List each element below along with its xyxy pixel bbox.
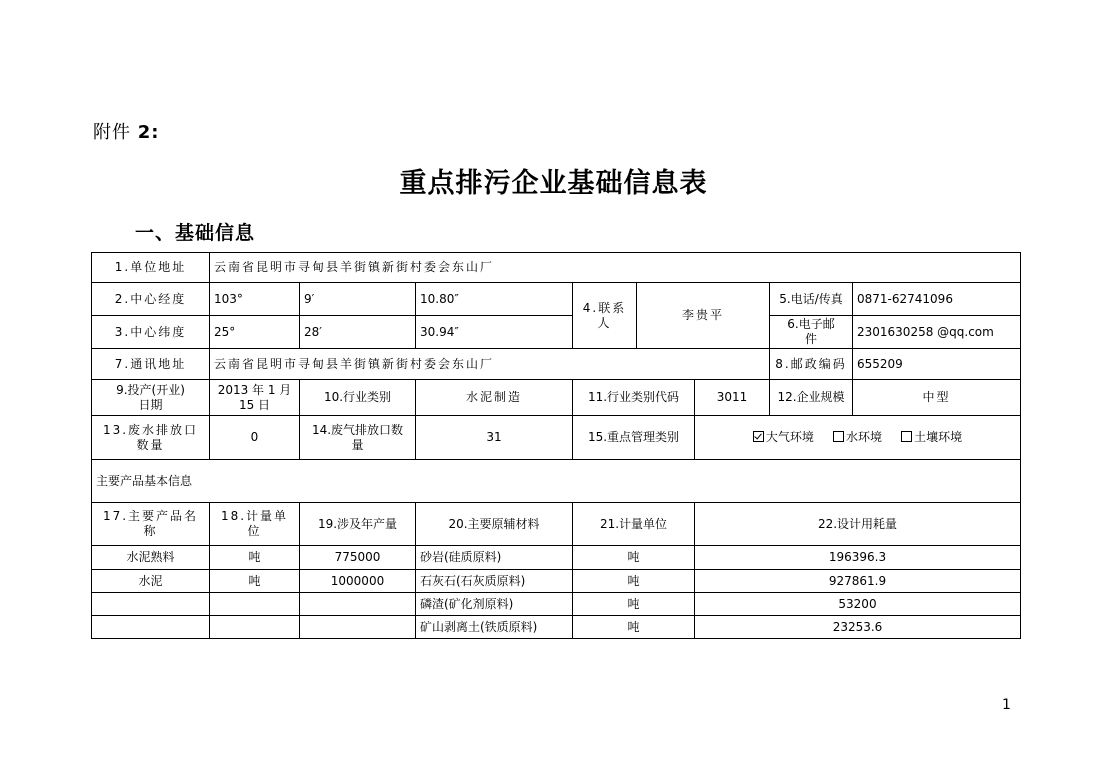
basic-info-table bbox=[91, 252, 1021, 639]
email-label bbox=[770, 316, 853, 349]
attachment-number: 2: bbox=[137, 122, 160, 143]
attachment-text: 附件 bbox=[93, 122, 131, 143]
product-unit bbox=[210, 593, 300, 616]
header-material-unit: 21.计量单位 bbox=[573, 503, 695, 546]
checked-box-icon[interactable] bbox=[753, 431, 764, 442]
start-date-label-line2: 日期 bbox=[138, 397, 163, 412]
table-row bbox=[92, 593, 1021, 616]
email-label-line1: 6.电子邮 bbox=[787, 317, 835, 331]
product-unit: 吨 bbox=[210, 546, 300, 570]
mgmt-options bbox=[695, 416, 1021, 460]
postcode-label: 8.邮政编码 bbox=[770, 349, 853, 380]
mail-address-value: 云南省昆明市寻甸县羊街镇新街村委会东山厂 bbox=[210, 349, 770, 380]
wastewater-label bbox=[92, 416, 210, 460]
row-industry bbox=[92, 380, 1021, 416]
page-number: 1 bbox=[1002, 697, 1011, 713]
row-products-section bbox=[92, 460, 1021, 503]
material-unit: 吨 bbox=[573, 570, 695, 593]
unchecked-box-icon[interactable] bbox=[833, 431, 844, 442]
water-option[interactable] bbox=[833, 430, 882, 445]
industry-code-value: 3011 bbox=[695, 380, 770, 416]
longitude-degrees: 103° bbox=[210, 283, 300, 316]
postcode-value: 655209 bbox=[853, 349, 1021, 380]
exhaust-label-line2: 量 bbox=[351, 437, 364, 452]
mgmt-label: 15.重点管理类别 bbox=[573, 416, 695, 460]
product-unit: 吨 bbox=[210, 570, 300, 593]
product-unit bbox=[210, 616, 300, 639]
row-longitude bbox=[92, 283, 1021, 316]
email-label-line2: 件 bbox=[804, 332, 817, 346]
table-row bbox=[92, 546, 1021, 570]
product-output bbox=[300, 593, 416, 616]
header-consumption: 22.设计用耗量 bbox=[695, 503, 1021, 546]
product-output: 1000000 bbox=[300, 570, 416, 593]
industry-label: 10.行业类别 bbox=[300, 380, 416, 416]
scale-label: 12.企业规模 bbox=[770, 380, 853, 416]
phone-label: 5.电话/传真 bbox=[770, 283, 853, 316]
material-name: 砂岩(硅质原料) bbox=[416, 546, 573, 570]
contact-value: 李贵平 bbox=[637, 283, 770, 349]
attachment-label bbox=[93, 118, 159, 144]
material-name: 矿山剥离土(铁质原料) bbox=[416, 616, 573, 639]
soil-option-label: 土壤环境 bbox=[914, 430, 963, 444]
product-name: 水泥熟料 bbox=[92, 546, 210, 570]
latitude-label: 3.中心纬度 bbox=[92, 316, 210, 349]
products-header-row bbox=[92, 503, 1021, 546]
header-unit-line2: 位 bbox=[247, 524, 262, 538]
header-product-line2: 称 bbox=[143, 524, 158, 538]
industry-value: 水泥制造 bbox=[416, 380, 573, 416]
wastewater-value: 0 bbox=[210, 416, 300, 460]
longitude-minutes: 9′ bbox=[300, 283, 416, 316]
row-address bbox=[92, 253, 1021, 283]
air-option-label: 大气环境 bbox=[765, 430, 814, 444]
material-consumption: 23253.6 bbox=[695, 616, 1021, 639]
material-name: 石灰石(石灰质原料) bbox=[416, 570, 573, 593]
header-unit bbox=[210, 503, 300, 546]
longitude-label: 2.中心经度 bbox=[92, 283, 210, 316]
latitude-minutes: 28′ bbox=[300, 316, 416, 349]
wastewater-label-line2: 数量 bbox=[136, 437, 165, 452]
page-title: 重点排污企业基础信息表 bbox=[399, 168, 708, 199]
material-consumption: 196396.3 bbox=[695, 546, 1021, 570]
header-product bbox=[92, 503, 210, 546]
header-output: 19.涉及年产量 bbox=[300, 503, 416, 546]
start-date-value-line2: 15 日 bbox=[238, 397, 271, 412]
start-date-value-line1: 2013 年 1 月 bbox=[217, 382, 292, 397]
product-name: 水泥 bbox=[92, 570, 210, 593]
contact-label bbox=[573, 283, 637, 349]
wastewater-label-line1: 13.废水排放口 bbox=[102, 422, 199, 437]
exhaust-value: 31 bbox=[416, 416, 573, 460]
air-option[interactable] bbox=[753, 430, 814, 445]
address-label: 1.单位地址 bbox=[92, 253, 210, 283]
table-row bbox=[92, 616, 1021, 639]
start-date-label bbox=[92, 380, 210, 416]
longitude-seconds: 10.80″ bbox=[416, 283, 573, 316]
unchecked-box-icon[interactable] bbox=[901, 431, 912, 442]
water-option-label: 水环境 bbox=[846, 430, 883, 444]
header-unit-line1: 18.计量单 bbox=[220, 509, 289, 523]
latitude-seconds: 30.94″ bbox=[416, 316, 573, 349]
address-value: 云南省昆明市寻甸县羊街镇新街村委会东山厂 bbox=[210, 253, 1021, 283]
latitude-degrees: 25° bbox=[210, 316, 300, 349]
product-output bbox=[300, 616, 416, 639]
section-title: 一、基础信息 bbox=[135, 222, 256, 244]
header-material: 20.主要原辅材料 bbox=[416, 503, 573, 546]
row-mail-address bbox=[92, 349, 1021, 380]
contact-label-line1: 4.联系 bbox=[582, 300, 627, 315]
phone-value: 0871-62741096 bbox=[853, 283, 1021, 316]
product-name bbox=[92, 593, 210, 616]
header-product-line1: 17.主要产品名 bbox=[102, 509, 199, 523]
material-name: 磷渣(矿化剂原料) bbox=[416, 593, 573, 616]
exhaust-label-line1: 14.废气排放口数 bbox=[311, 422, 404, 437]
material-consumption: 53200 bbox=[695, 593, 1021, 616]
exhaust-label bbox=[300, 416, 416, 460]
material-unit: 吨 bbox=[573, 616, 695, 639]
product-name bbox=[92, 616, 210, 639]
row-latitude bbox=[92, 316, 1021, 349]
contact-label-line2: 人 bbox=[597, 315, 612, 330]
email-value: 2301630258 @qq.com bbox=[853, 316, 1021, 349]
industry-code-label: 11.行业类别代码 bbox=[573, 380, 695, 416]
start-date-label-line1: 9.投产(开业) bbox=[116, 382, 185, 397]
row-outlets bbox=[92, 416, 1021, 460]
scale-value: 中型 bbox=[853, 380, 1021, 416]
material-unit: 吨 bbox=[573, 593, 695, 616]
products-section-title: 主要产品基本信息 bbox=[92, 460, 1021, 503]
table-row bbox=[92, 570, 1021, 593]
product-output: 775000 bbox=[300, 546, 416, 570]
mail-address-label: 7.通讯地址 bbox=[92, 349, 210, 380]
start-date-value bbox=[210, 380, 300, 416]
material-unit: 吨 bbox=[573, 546, 695, 570]
soil-option[interactable] bbox=[901, 430, 962, 445]
material-consumption: 927861.9 bbox=[695, 570, 1021, 593]
